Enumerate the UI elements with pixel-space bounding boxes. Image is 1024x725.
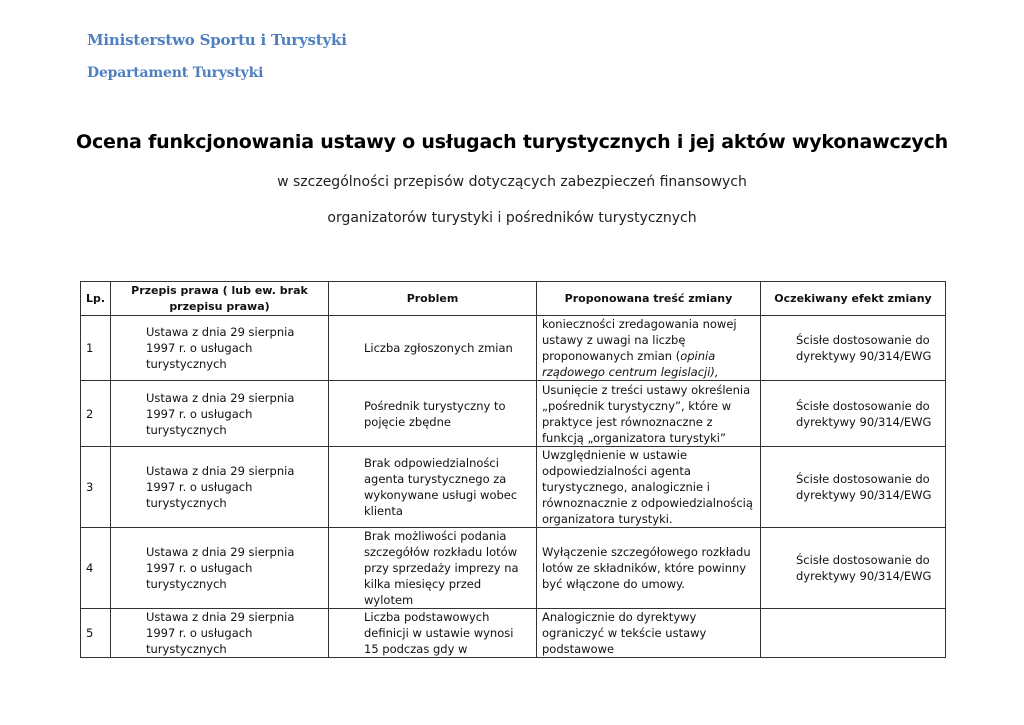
table-row	[81, 447, 946, 528]
table-row	[81, 528, 946, 609]
changes-table	[80, 281, 946, 658]
cell-proposed: Analogicznie do dyrektywy ograniczyć w tekście ustawy podstawowe	[537, 609, 761, 658]
header-problem: Problem	[329, 282, 537, 316]
proposed-text: konieczności zredagowania nowej ustawy z uwagi na liczbę proponowanych zmian (	[542, 317, 737, 363]
cell-lp: 3	[81, 447, 111, 528]
cell-effect: Ścisłe dostosowanie do dyrektywy 90/314/EWG	[761, 447, 946, 528]
cell-lp: 1	[81, 316, 111, 381]
cell-lp: 5	[81, 609, 111, 658]
table-row	[81, 316, 946, 381]
table-row	[81, 609, 946, 658]
header-effect: Oczekiwany efekt zmiany	[761, 282, 946, 316]
header-lp: Lp.	[81, 282, 111, 316]
cell-problem: Brak odpowiedzialności agenta turystycznego za wykonywane usługi wobec klienta	[329, 447, 537, 528]
cell-regulation: Ustawa z dnia 29 sierpnia 1997 r. o usługach turystycznych	[111, 609, 329, 658]
cell-problem: Brak możliwości podania szczegółów rozkładu lotów przy sprzedaży imprezy na kilka miesięcy przed wylotem	[329, 528, 537, 609]
cell-regulation: Ustawa z dnia 29 sierpnia 1997 r. o usługach turystycznych	[111, 447, 329, 528]
cell-effect: Ścisłe dostosowanie do dyrektywy 90/314/EWG	[761, 381, 946, 447]
cell-effect: Ścisłe dostosowanie do dyrektywy 90/314/EWG	[761, 316, 946, 381]
department-name: Departament Turystyki	[87, 65, 264, 81]
cell-lp: 4	[81, 528, 111, 609]
cell-regulation: Ustawa z dnia 29 sierpnia 1997 r. o usługach turystycznych	[111, 316, 329, 381]
cell-proposed: Wyłączenie szczegółowego rozkładu lotów ze składników, które powinny być włączone do umowy.	[537, 528, 761, 609]
cell-lp: 2	[81, 381, 111, 447]
cell-problem: Liczba zgłoszonych zmian	[329, 316, 537, 381]
cell-proposed: Uwzględnienie w ustawie odpowiedzialności agenta turystycznego, analogicznie i równoznacznie z odpowiedzialnością organizatora turystyki.	[537, 447, 761, 528]
cell-regulation: Ustawa z dnia 29 sierpnia 1997 r. o usługach turystycznych	[111, 528, 329, 609]
cell-problem: Pośrednik turystyczny to pojęcie zbędne	[329, 381, 537, 447]
ministry-name: Ministerstwo Sportu i Turystyki	[87, 31, 347, 49]
cell-effect: Ścisłe dostosowanie do dyrektywy 90/314/EWG	[761, 528, 946, 609]
document-subtitle-line1: w szczególności przepisów dotyczących zabezpieczeń finansowych	[277, 174, 747, 190]
header-proposed: Proponowana treść zmiany	[537, 282, 761, 316]
table-header-row	[81, 282, 946, 316]
document-title: Ocena funkcjonowania ustawy o usługach turystycznych i jej aktów wykonawczych	[76, 131, 948, 153]
header-regulation: Przepis prawa ( lub ew. brak przepisu prawa)	[111, 282, 329, 316]
cell-problem: Liczba podstawowych definicji w ustawie wynosi 15 podczas gdy w	[329, 609, 537, 658]
cell-effect	[761, 609, 946, 658]
proposed-italic-note: opinia rządowego centrum legislacji),	[542, 349, 719, 379]
cell-regulation: Ustawa z dnia 29 sierpnia 1997 r. o usługach turystycznych	[111, 381, 329, 447]
document-subtitle-line2: organizatorów turystyki i pośredników turystycznych	[327, 210, 697, 226]
cell-proposed	[537, 316, 761, 381]
table-row	[81, 381, 946, 447]
cell-proposed: Usunięcie z treści ustawy określenia „pośrednik turystyczny”, które w praktyce jest równoznaczne z funkcją „organizatora turystyki”	[537, 381, 761, 447]
